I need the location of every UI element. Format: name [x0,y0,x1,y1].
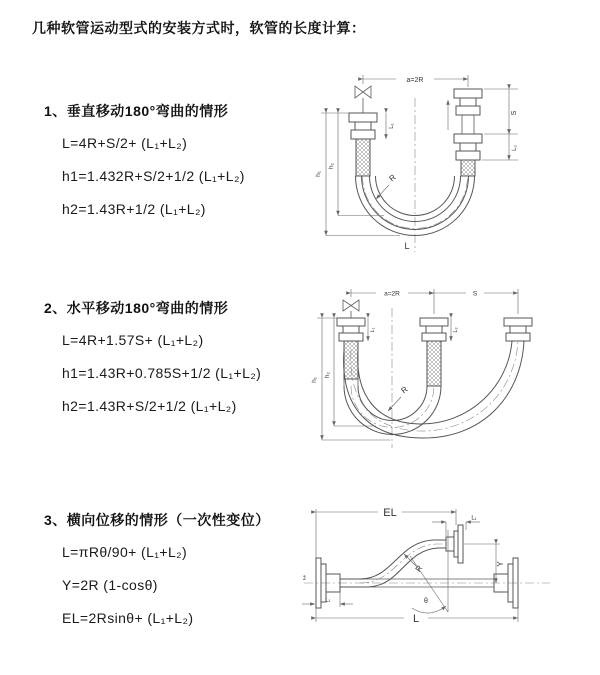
section-2-heading: 2、水平移动180°弯曲的情形 [44,300,229,316]
section-3-formula-EL: EL=2Rsinθ+ (L₁+L₂) [62,610,194,626]
radius-callout [376,173,398,199]
length-label: L [404,241,410,251]
dimension-l1 [386,113,395,139]
valve-icon [343,300,359,318]
right-pipe [462,115,474,134]
right-flange-moved [504,318,532,341]
section-1-heading: 1、垂直移动180°弯曲的情形 [44,103,229,119]
dim-label-h1: h₁ [311,377,318,383]
angle-label: θ [424,598,428,605]
dimension-l1-bottom [302,592,353,607]
radius-label: R [413,563,425,574]
section-2-formula-h1: h1=1.43R+0.785S+1/2 (L₁+L₂) [62,365,262,381]
section-2-formula-L: L=4R+1.57S+ (L₁+L₂) [62,332,204,348]
section-2-formula-h2: h2=1.43R+S/2+1/2 (L₁+L₂) [62,398,237,414]
dim-label-s: S [511,110,518,116]
right-hose-braid [461,160,475,176]
section-vertical-movement [44,101,245,234]
left-hose-braid [356,139,370,176]
dim-label-s: S [472,290,478,298]
valve-icon [355,86,371,113]
dimension-s [482,89,518,160]
section-1-formula-h2: h2=1.43R+1/2 (L₁+L₂) [62,201,206,217]
diagram-lateral-displacement [298,500,600,642]
left-hose-braid [344,341,358,379]
angle-construction [410,530,448,613]
dimension-y [464,544,505,583]
radius-callout [388,385,410,411]
dim-label-l1: L₁ [370,327,376,333]
dim-label-h2: h₂ [324,371,331,379]
dimension-el [316,507,456,558]
dim-label-h2: h₂ [328,162,335,170]
section-1-formula-L: L=4R+S/2+ (L₁+L₂) [62,135,188,151]
dimension-a2r [363,75,468,87]
upper-flange-displaced [446,525,463,563]
dim-label-l1-top: L₁ [471,515,477,522]
dim-label-a2r: a=2R [406,77,424,84]
dim-label-el: EL [383,507,397,519]
dim-label-a2r: a=2R [384,290,400,298]
section-3-heading: 3、横向位移的情形（一次性变位） [44,512,270,528]
right-flange-lower [454,134,482,160]
axis-mark-label: z̄ [303,576,306,582]
section-3-formula-Y: Y=2R (1-cosθ) [62,577,158,593]
dim-label-y: Y [496,561,505,567]
dim-label-l2: L₂ [453,327,459,333]
section-horizontal-movement [44,298,261,431]
page-title: 几种软管运动型式的安装方式时，软管的长度计算： [32,20,366,36]
section-lateral-displacement [44,510,270,643]
middle-flange [420,318,448,341]
radius-label: R [387,172,398,184]
diagram-horizontal-u-bend [306,280,594,460]
left-flange [337,318,365,341]
diagram-vertical-u-bend [308,66,568,263]
dim-label-l1: L₁ [389,123,395,129]
section-1-formula-h1: h1=1.432R+S/2+1/2 (L₁+L₂) [62,168,245,184]
displaced-hose [340,540,446,587]
dim-label-l1-bottom: L₁ [325,597,331,604]
dim-label-h1: h₁ [315,171,322,177]
dimension-l1 [368,318,376,341]
right-flange-upper [454,89,482,115]
dimension-l2 [451,318,459,341]
radius-label: R [399,384,410,396]
section-3-formula-L: L=πRθ/90+ (L₁+L₂) [62,544,188,560]
dim-label-l2: L₂ [512,145,518,151]
dimension-s [434,291,518,298]
middle-hose-braid [427,341,441,386]
left-flange [349,113,377,139]
dim-label-l: L [412,613,420,625]
